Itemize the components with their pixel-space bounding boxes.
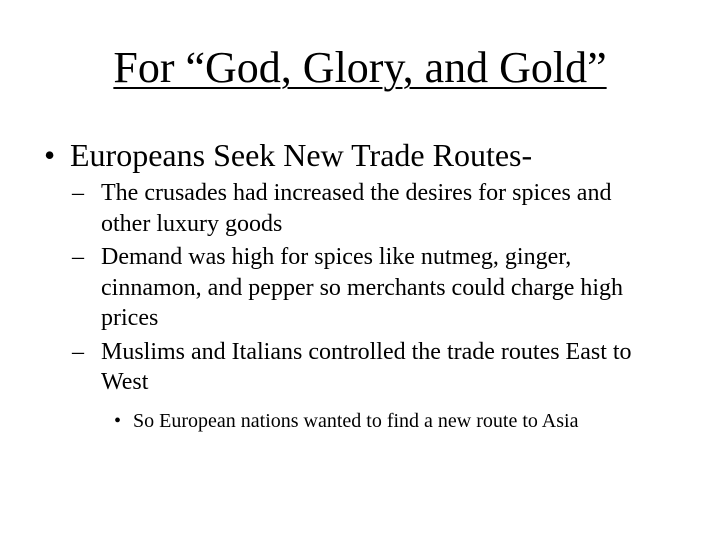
nested-bullet-text: So European nations wanted to find a new route to Asia — [133, 409, 579, 432]
subpoint-text: Demand was high for spices like nutmeg, ginger, cinnamon, and pepper so merchants could charge high prices — [101, 244, 624, 331]
subpoint-text: The crusades had increased the desires for spices and other luxury goods — [101, 180, 612, 237]
bullet-marker: • — [44, 137, 56, 173]
bullet-item — [0, 135, 700, 175]
slide-body — [0, 132, 720, 434]
dash-marker: – — [72, 244, 84, 270]
dash-marker: – — [72, 180, 84, 206]
slide-title: For “God, Glory, and Gold” — [113, 43, 607, 92]
nested-bullet-item — [0, 408, 703, 434]
subpoint-item — [0, 178, 661, 239]
subpoint-text: Muslims and Italians controlled the trade routes East to West — [101, 338, 632, 395]
subpoint-item — [0, 337, 661, 398]
bullet-marker: • — [114, 409, 122, 432]
subpoint-item — [0, 242, 661, 334]
bullet-text: Europeans Seek New Trade Routes- — [70, 137, 533, 173]
dash-marker: – — [72, 338, 84, 365]
